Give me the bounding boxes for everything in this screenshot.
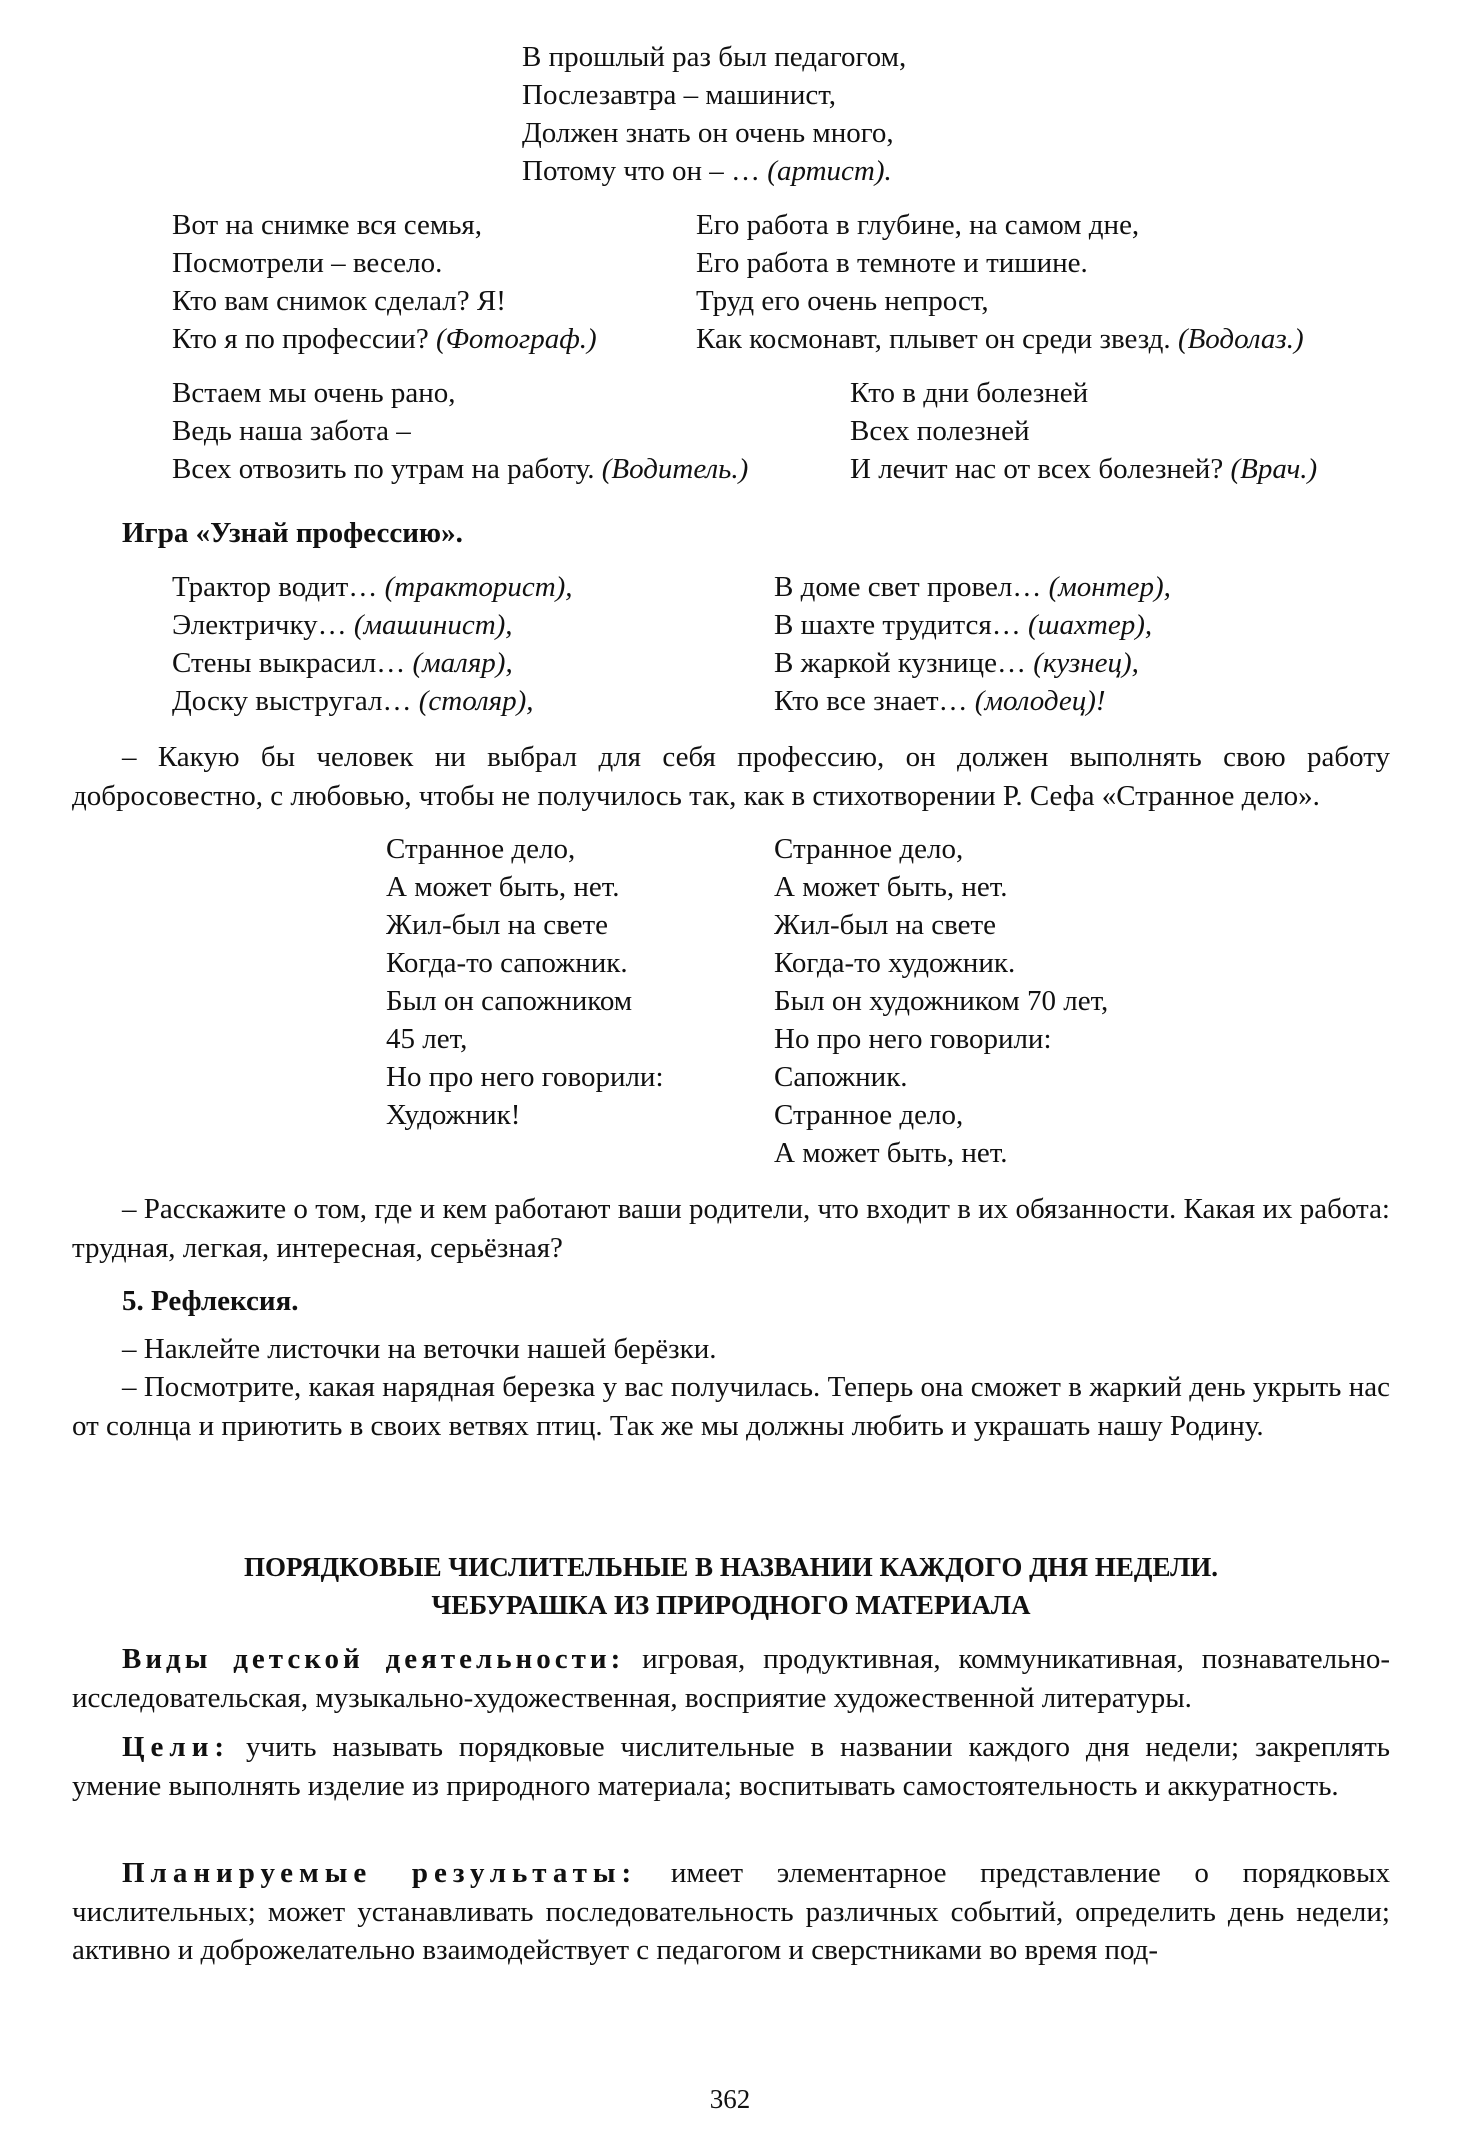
poem-line: Когда-то художник. [774, 947, 1016, 979]
game-right-column [774, 568, 1171, 720]
poem-line: Жил-был на свете [386, 909, 609, 941]
riddle-photographer [172, 206, 597, 358]
game-line [774, 568, 1171, 606]
riddle-answer: (Водолаз.) [1177, 323, 1304, 355]
riddle-line: В прошлый раз был педагогом, [522, 41, 907, 73]
riddle-line-text: И лечит нас от всех болезней? [850, 453, 1231, 485]
riddle-line-text: Потому что он – … [522, 155, 768, 187]
game-answer: (шахтер), [1027, 609, 1153, 641]
results-label: Планируемые результаты: [122, 1857, 638, 1889]
poem-line: Но про него говорили: [774, 1023, 1052, 1055]
reflection-paragraph: – Посмотрите, какая нарядная березка у вас получилась. Теперь она сможет в жаркий день укрыть нас от солнца и приютить в своих ветвях птиц. Так же мы должны любить и украшать нашу Родину. [72, 1371, 1390, 1442]
riddle-driver [172, 374, 748, 488]
game-line-text: Доску выстругал… [172, 685, 419, 717]
poem-line: Был он сапожником [386, 985, 633, 1017]
section-heading-line: ПОРЯДКОВЫЕ ЧИСЛИТЕЛЬНЫЕ В НАЗВАНИИ КАЖДОГО ДНЯ НЕДЕЛИ. [243, 1552, 1219, 1582]
game-line [172, 606, 573, 644]
poem-line: Когда-то сапожник. [386, 947, 628, 979]
riddle-line-text: Кто я по профессии? [172, 323, 436, 355]
riddle-answer: (артист). [767, 155, 892, 187]
riddle-answer: (Врач.) [1230, 453, 1318, 485]
riddle-diver [696, 206, 1304, 358]
poem-line: Жил-был на свете [774, 909, 997, 941]
game-line-text: В жаркой кузнице… [774, 647, 1034, 679]
poem-line: Но про него говорили: [386, 1061, 664, 1093]
reflection-title: 5. Рефлексия. [122, 1285, 299, 1317]
riddle-line [696, 320, 1304, 358]
riddle-line-text: Всех отвозить по утрам на работу. [172, 453, 602, 485]
game-line-text: Стены выкрасил… [172, 647, 413, 679]
poem-line: Странное дело, [774, 833, 964, 865]
riddle-line: Посмотрели – весело. [172, 247, 443, 279]
game-answer: (монтер), [1048, 571, 1171, 603]
poem-right-column [774, 830, 1108, 1172]
goals-label: Цели: [122, 1731, 231, 1763]
parents-paragraph: – Расскажите о том, где и кем работают ваши родители, что входит в их обязанности. Какая их работа: трудная, легкая, интересная, серьёзная? [72, 1193, 1390, 1264]
game-line-text: В шахте трудится… [774, 609, 1028, 641]
game-line [172, 568, 573, 606]
riddle-line: Послезавтра – машинист, [522, 79, 836, 111]
game-line-text: Кто все знает… [774, 685, 975, 717]
riddle-line [850, 450, 1317, 488]
page-number: 362 [709, 2084, 751, 2114]
section-heading-line: ЧЕБУРАШКА ИЗ ПРИРОДНОГО МАТЕРИАЛА [431, 1590, 1031, 1620]
riddle-line: Кто в дни болезней [850, 377, 1089, 409]
riddle-answer: (Фотограф.) [435, 323, 597, 355]
riddle-line [522, 152, 906, 190]
activities-text: игровая, продуктивная, коммуникативная, познавательно-исследовательская, музыкально-художественная, восприятие художественной литературы. [72, 1643, 1390, 1714]
game-answer: (кузнец), [1033, 647, 1139, 679]
riddle-line [172, 450, 748, 488]
riddle-line: Ведь наша забота – [172, 415, 411, 447]
riddle-line: Труд его очень непрост, [696, 285, 989, 317]
poem-line: Странное дело, [774, 1099, 964, 1131]
section-heading [72, 1548, 1390, 1624]
game-line [774, 644, 1171, 682]
riddle-doctor [850, 374, 1317, 488]
riddle-line: Должен знать он очень много, [522, 117, 894, 149]
poem-line: А может быть, нет. [774, 1137, 1008, 1169]
game-line [172, 682, 573, 720]
goals-text: учить называть порядковые числительные в названии каждого дня недели; закреплять умение выполнять изделие из природного материала; воспитывать самостоятельность и аккуратность. [72, 1731, 1390, 1802]
activities-paragraph [72, 1640, 1390, 1717]
game-answer: (молодец)! [974, 685, 1106, 717]
riddle-line: Его работа в глубине, на самом дне, [696, 209, 1140, 241]
riddle-answer: (Водитель.) [601, 453, 749, 485]
game-line-text: Электричку… [172, 609, 354, 641]
results-paragraph [72, 1854, 1390, 1970]
intro-paragraph: – Какую бы человек ни выбрал для себя профессию, он должен выполнять свою работу добросовестно, с любовью, чтобы не получилось так, как в стихотворении Р. Сефа «Странное дело». [72, 741, 1390, 812]
game-line [774, 606, 1171, 644]
riddle-artist [522, 38, 906, 190]
riddle-line: Всех полезней [850, 415, 1030, 447]
poem-line: Странное дело, [386, 833, 576, 865]
poem-left-column [386, 830, 664, 1134]
game-title: Игра «Узнай профессию». [122, 517, 463, 549]
game-line [172, 644, 573, 682]
reflection-paragraph: – Наклейте листочки на веточки нашей берёзки. [122, 1333, 717, 1365]
goals-paragraph [72, 1728, 1390, 1805]
riddle-line: Вот на снимке вся семья, [172, 209, 483, 241]
poem-line: А может быть, нет. [774, 871, 1008, 903]
riddle-line-text: Как космонавт, плывет он среди звезд. [696, 323, 1178, 355]
riddle-line [172, 320, 597, 358]
results-text: имеет элементарное представление о порядковых числительных; может устанавливать последовательность различных событий, определить день недели; активно и доброжелательно взаимодействует с педагогом и сверстниками во время под- [72, 1857, 1390, 1966]
game-answer: (тракторист), [384, 571, 573, 603]
riddle-line: Встаем мы очень рано, [172, 377, 456, 409]
riddle-line: Его работа в темноте и тишине. [696, 247, 1088, 279]
poem-line: 45 лет, [386, 1023, 468, 1055]
activities-label: Виды детской деятельности: [122, 1643, 625, 1675]
game-answer: (столяр), [418, 685, 534, 717]
riddle-line: Кто вам снимок сделал? Я! [172, 285, 506, 317]
game-left-column [172, 568, 573, 720]
game-line-text: Трактор водит… [172, 571, 385, 603]
game-answer: (маляр), [412, 647, 513, 679]
poem-line: Сапожник. [774, 1061, 908, 1093]
game-line [774, 682, 1171, 720]
game-answer: (машинист), [353, 609, 513, 641]
poem-line: А может быть, нет. [386, 871, 620, 903]
game-line-text: В доме свет провел… [774, 571, 1049, 603]
poem-line: Художник! [386, 1099, 521, 1131]
poem-line: Был он художником 70 лет, [774, 985, 1109, 1017]
